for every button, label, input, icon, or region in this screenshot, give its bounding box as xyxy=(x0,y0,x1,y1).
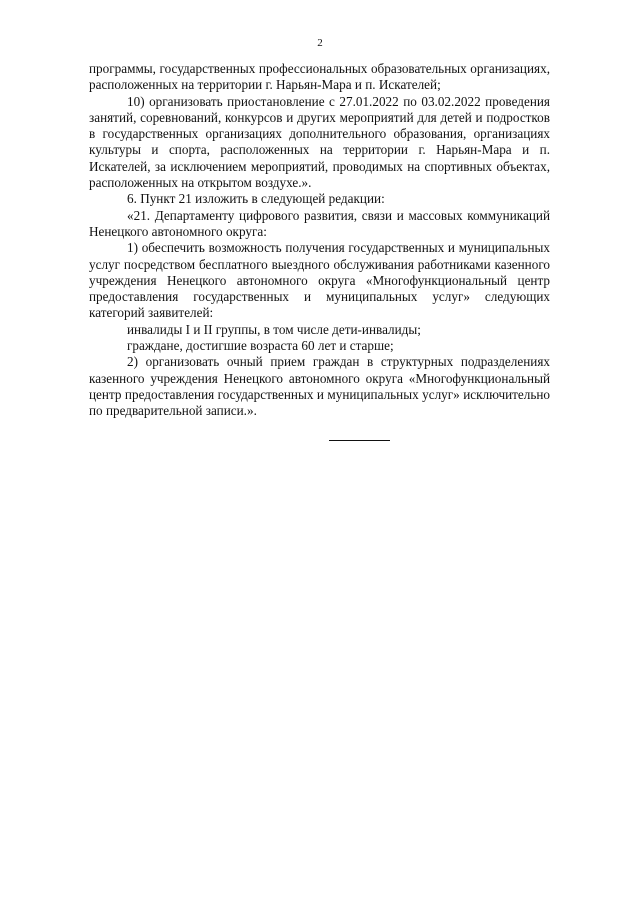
paragraph-point-6: 6. Пункт 21 изложить в следующей редакции: xyxy=(127,191,385,207)
document-body xyxy=(89,61,550,420)
paragraph-continuation: программы, государственных профессиональных образовательных организациях, расположенных на территории г. Нарьян-Мара и п. Искателей; xyxy=(89,61,550,93)
paragraph-point-21: «21. Департаменту цифрового развития, связи и массовых коммуникаций Ненецкого автономного округа: xyxy=(89,207,550,239)
end-separator-line xyxy=(329,440,390,441)
paragraph-category-seniors: граждане, достигшие возраста 60 лет и старше; xyxy=(127,338,394,354)
paragraph-item-10: 10) организовать приостановление с 27.01.2022 по 03.02.2022 проведения занятий, соревнований, конкурсов и других мероприятий для детей и подростков в государственных организациях дополнительного образования, организациях культуры и спорта, расположенных на территории г. Нарьян-Мара и п. Искателей, за исключением мероприятий, проводимых на спортивных объектах, расположенных на открытом воздухе.». xyxy=(89,93,550,191)
paragraph-category-disabled: инвалиды I и II группы, в том числе дети-инвалиды; xyxy=(127,321,421,337)
paragraph-subitem-2: 2) организовать очный прием граждан в структурных подразделениях казенного учреждения Ненецкого автономного округа «Многофункциональный центр предоставления государственных и муниципальных услуг» исключительно по предварительной записи.». xyxy=(89,354,550,419)
page-number: 2 xyxy=(317,37,323,49)
paragraph-subitem-1: 1) обеспечить возможность получения государственных и муниципальных услуг посредством бесплатного выездного обслуживания работниками казенного учреждения Ненецкого автономного округа «Многофункциональный центр предоставления государственных и муниципальных услуг» следующих категорий заявителей: xyxy=(89,240,550,321)
